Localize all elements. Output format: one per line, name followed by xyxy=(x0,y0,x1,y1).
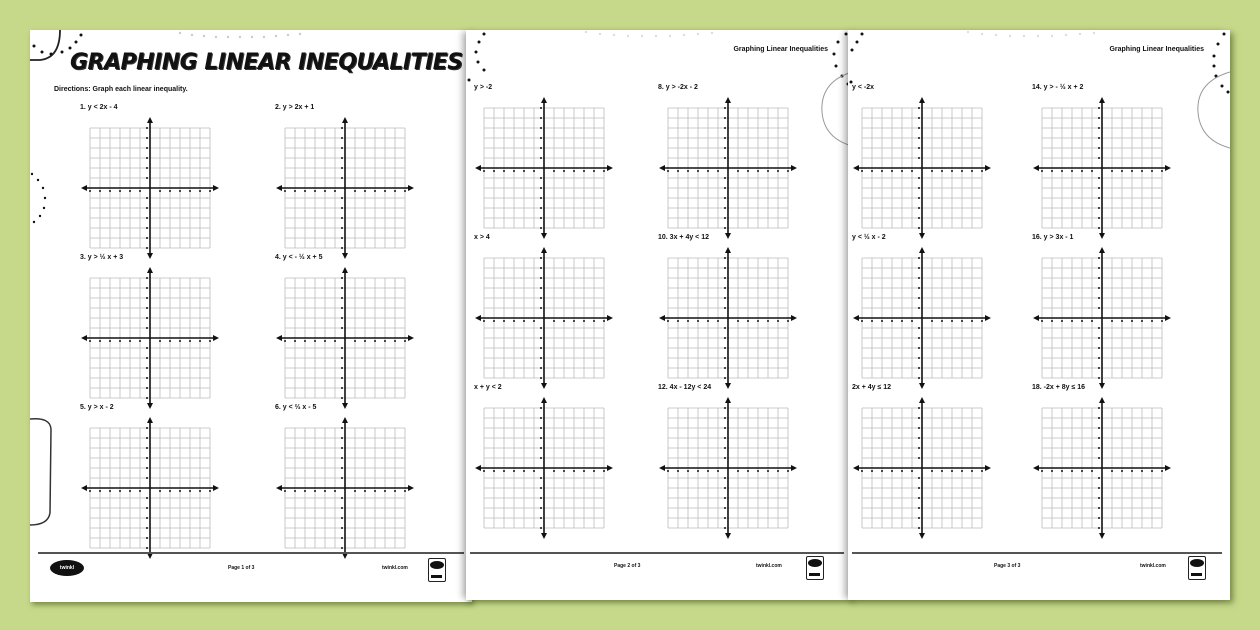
coordinate-grid[interactable] xyxy=(275,266,415,415)
site-link[interactable]: twinkl.com xyxy=(756,563,782,569)
problem-label: 2x + 4y ≤ 12 xyxy=(852,384,892,391)
problem-label: 14. y > - ½ x + 2 xyxy=(1032,84,1084,91)
site-link[interactable]: twinkl.com xyxy=(1140,563,1166,569)
footer-divider xyxy=(38,552,464,554)
decorative-dots-top xyxy=(170,30,340,42)
problem-label: 12. 4x - 12y < 24 xyxy=(658,384,712,391)
problem-label: 10. 3x + 4y < 12 xyxy=(658,234,709,241)
site-link[interactable]: twinkl.com xyxy=(382,565,408,571)
coordinate-grid[interactable] xyxy=(275,416,415,565)
problem-label: y > -2 xyxy=(474,84,493,91)
coordinate-grid[interactable] xyxy=(474,96,614,245)
quality-badge-icon xyxy=(1188,556,1206,580)
coordinate-grid[interactable] xyxy=(852,246,992,395)
problem-label: 2. y > 2x + 1 xyxy=(275,104,315,111)
coordinate-grid[interactable] xyxy=(80,266,220,415)
problem-label: x + y < 2 xyxy=(474,384,502,391)
coordinate-grid[interactable] xyxy=(275,116,415,265)
coordinate-grid[interactable] xyxy=(1032,96,1172,245)
directions-text: Directions: Graph each linear inequality. xyxy=(54,86,188,93)
quality-badge-icon xyxy=(428,558,446,582)
page-header: Graphing Linear Inequalities xyxy=(1109,46,1204,53)
coordinate-grid[interactable] xyxy=(80,116,220,265)
problem-label: y < ½ x - 2 xyxy=(852,234,886,241)
decorative-dots-top xyxy=(958,30,1128,42)
coordinate-grid[interactable] xyxy=(474,246,614,395)
coordinate-grid[interactable] xyxy=(658,96,798,245)
worksheet-page-1 xyxy=(30,30,472,602)
coordinate-grid[interactable] xyxy=(658,246,798,395)
coordinate-grid[interactable] xyxy=(852,96,992,245)
problem-label: 18. -2x + 8y ≤ 16 xyxy=(1032,384,1086,391)
worksheet-title: GRAPHING LINEAR INEQUALITIES xyxy=(70,50,463,75)
coordinate-grid[interactable] xyxy=(80,416,220,565)
coordinate-grid[interactable] xyxy=(474,396,614,545)
worksheet-page-2 xyxy=(466,30,852,600)
coordinate-grid[interactable] xyxy=(1032,246,1172,395)
worksheet-page-3 xyxy=(848,30,1230,600)
page-number: Page 1 of 3 xyxy=(228,565,255,571)
quality-badge-icon xyxy=(806,556,824,580)
decorative-bracket xyxy=(30,415,60,530)
decorative-corner-dots xyxy=(848,30,878,90)
footer-divider xyxy=(470,552,844,554)
page-header: Graphing Linear Inequalities xyxy=(733,46,828,53)
problem-label: 8. y > -2x - 2 xyxy=(658,84,698,91)
page-number: Page 2 of 3 xyxy=(614,563,641,569)
footer-divider xyxy=(852,552,1222,554)
coordinate-grid[interactable] xyxy=(1032,396,1172,545)
coordinate-grid[interactable] xyxy=(852,396,992,545)
twinkl-logo: twinkl xyxy=(50,560,84,576)
problem-label: x > 4 xyxy=(474,234,490,241)
problem-label: 6. y < ⅔ x - 5 xyxy=(275,404,317,411)
page-number: Page 3 of 3 xyxy=(994,563,1021,569)
problem-label: y < -2x xyxy=(852,84,874,91)
problem-label: 1. y < 2x - 4 xyxy=(80,104,118,111)
decorative-dots-top xyxy=(576,30,746,42)
problem-label: 4. y < - ½ x + 5 xyxy=(275,254,323,261)
problem-label: 5. y > x - 2 xyxy=(80,404,114,411)
coordinate-grid[interactable] xyxy=(658,396,798,545)
problem-label: 16. y > 3x - 1 xyxy=(1032,234,1074,241)
decorative-dotted-arc xyxy=(30,170,60,240)
problem-label: 3. y > ½ x + 3 xyxy=(80,254,124,261)
